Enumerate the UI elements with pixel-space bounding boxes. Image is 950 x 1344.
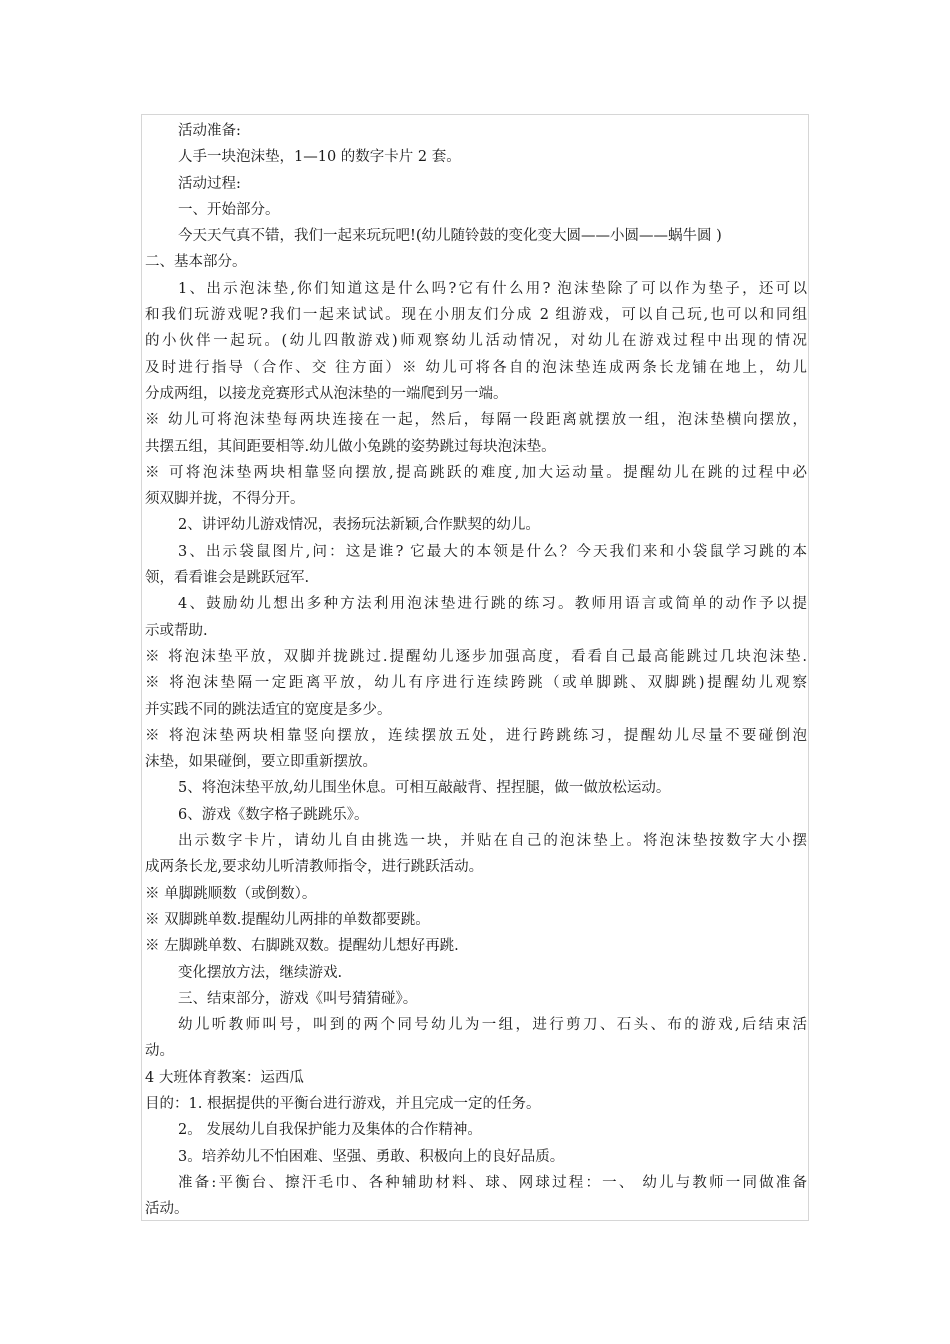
text-line: ※ 将泡沫垫平放，双脚并拢跳过.提醒幼儿逐步加强高度，看看自己最高能跳过几块泡沫垫. — [145, 648, 807, 665]
text-line: 6、游戏《数字格子跳跳乐》。 — [178, 806, 369, 823]
text-line: 领，看看谁会是跳跃冠军. — [145, 570, 310, 587]
text-line: 沫垫，如果碰倒，要立即重新摆放。 — [145, 754, 377, 771]
text-line: ※ 左脚跳单数、右脚跳双数。提醒幼儿想好再跳. — [145, 938, 459, 955]
text-line: ※ 单脚跳顺数（或倒数）。 — [145, 885, 317, 902]
text-line: 3。培养幼儿不怕困难、坚强、勇敢、积极向上的良好品质。 — [178, 1148, 565, 1165]
text-line: 并实践不同的跳法适宜的宽度是多少。 — [145, 701, 392, 718]
text-line: 活动过程: — [178, 175, 241, 192]
text-line: 今天天气真不错，我们一起来玩玩吧!(幼儿随铃鼓的变化变大圆——小圆——蜗牛圆 ) — [178, 228, 722, 245]
text-line: 及时进行指导（合作、交 往方面）※ 幼儿可将各自的泡沫垫连成两条长龙铺在地上，幼儿 — [145, 359, 807, 376]
text-line: ※ 双脚跳单数.提醒幼儿两排的单数都要跳。 — [145, 911, 430, 928]
text-line: 人手一块泡沫垫，1—10 的数字卡片 2 套。 — [178, 149, 461, 166]
text-line: 的小伙伴一起玩。(幼儿四散游戏)师观察幼儿活动情况，对幼儿在游戏过程中出现的情况 — [145, 333, 807, 350]
text-line: ※ 幼儿可将泡沫垫每两块连接在一起，然后，每隔一段距离就摆放一组，泡沫垫横向摆放， — [145, 412, 807, 429]
text-line: 目的：1. 根据提供的平衡台进行游戏，并且完成一定的任务。 — [145, 1095, 541, 1112]
document-body — [145, 118, 807, 1222]
text-line: ※ 可将泡沫垫两块相靠竖向摆放,提高跳跃的难度,加大运动量。提醒幼儿在跳的过程中必 — [145, 464, 807, 481]
text-line: 准备:平衡台、擦汗毛巾、各种辅助材料、球、网球过程：一、 幼儿与教师一同做准备 — [178, 1174, 807, 1191]
text-line: ※ 将泡沫垫隔一定距离平放，幼儿有序进行连续跨跳（或单脚跳、双脚跳)提醒幼儿观察 — [145, 675, 807, 692]
text-line: 3、出示袋鼠图片,问：这是谁? 它最大的本领是什么？今天我们来和小袋鼠学习跳的本 — [178, 543, 807, 560]
text-line: 和我们玩游戏呢?我们一起来试试。现在小朋友们分成 2 组游戏，可以自己玩,也可以和同组 — [145, 307, 807, 324]
text-line: 幼儿听教师叫号，叫到的两个同号幼儿为一组，进行剪刀、石头、布的游戏,后结束活 — [178, 1017, 807, 1034]
text-line: 动。 — [145, 1043, 174, 1060]
text-line: 2、讲评幼儿游戏情况，表扬玩法新颖,合作默契的幼儿。 — [178, 517, 540, 534]
text-line: 变化摆放方法，继续游戏. — [178, 964, 343, 981]
text-line: 2。 发展幼儿自我保护能力及集体的合作精神。 — [178, 1122, 482, 1139]
text-line: 出示数字卡片，请幼儿自由挑选一块，并贴在自己的泡沫垫上。将泡沫垫按数字大小摆 — [178, 833, 807, 850]
text-line: 成两条长龙,要求幼儿听清教师指令，进行跳跃活动。 — [145, 859, 484, 876]
text-line: 1、出示泡沫垫,你们知道这是什么吗?它有什么用? 泡沫垫除了可以作为垫子，还可以 — [178, 280, 807, 297]
text-line: 分成两组，以接龙竞赛形式从泡沫垫的一端爬到另一端。 — [145, 385, 508, 402]
text-line: 三、结束部分，游戏《叫号猜猜碰》。 — [178, 990, 418, 1007]
text-line: 活动。 — [145, 1201, 189, 1218]
text-line: 4、鼓励幼儿想出多种方法利用泡沫垫进行跳的练习。教师用语言或简单的动作予以提 — [178, 596, 807, 613]
text-line: 5、将泡沫垫平放,幼儿围坐休息。可相互敲敲背、捏捏腿，做一做放松运动。 — [178, 780, 671, 797]
text-line: 一、开始部分。 — [178, 201, 280, 218]
text-line: 活动准备: — [178, 123, 241, 139]
text-line: 示或帮助. — [145, 622, 208, 639]
text-line: 二、基本部分。 — [145, 254, 247, 271]
text-line: ※ 将泡沫垫两块相靠竖向摆放，连续摆放五处，进行跨跳练习，提醒幼儿尽量不要碰倒泡 — [145, 727, 807, 744]
text-line: 共摆五组，其间距要相等.幼儿做小兔跳的姿势跳过每块泡沫垫。 — [145, 438, 556, 455]
text-line: 须双脚并拢，不得分开。 — [145, 491, 305, 508]
text-line: 4 大班体育教案：运西瓜 — [145, 1069, 304, 1086]
